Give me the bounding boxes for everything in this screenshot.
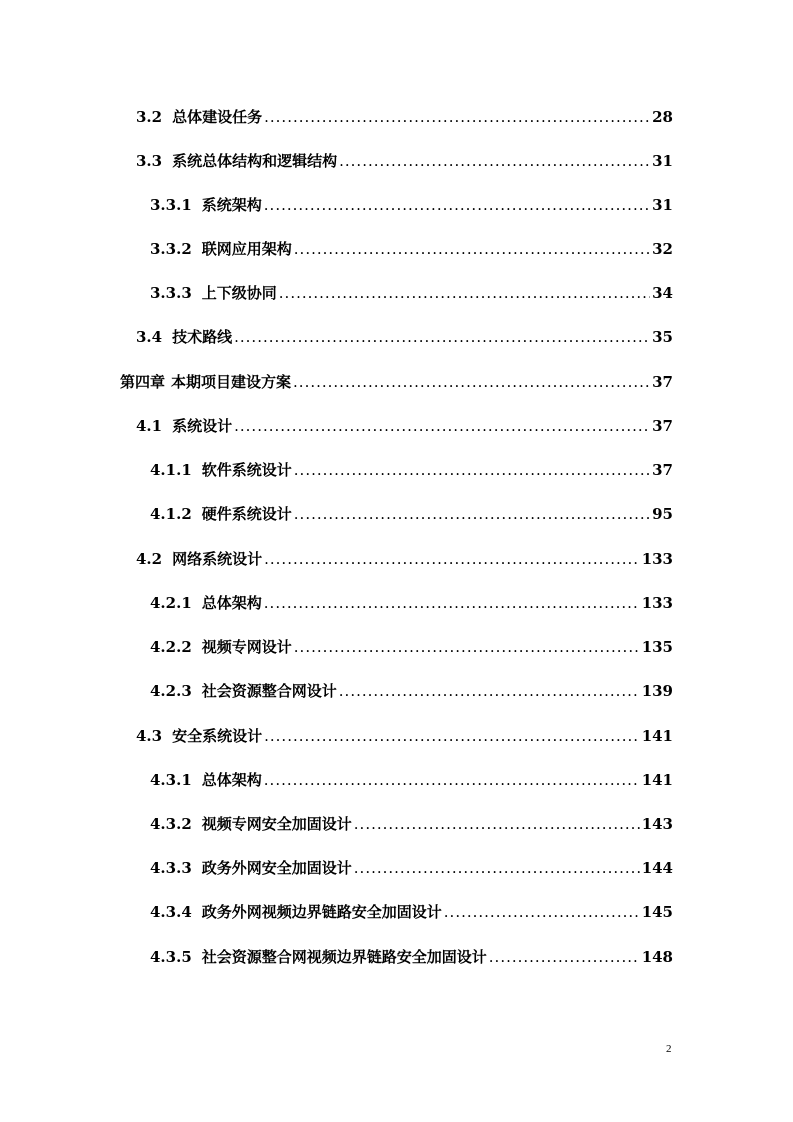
dot-leader bbox=[293, 370, 650, 394]
toc-entry-number: 3.3 bbox=[136, 152, 163, 170]
toc-entry-title: 联网应用架构 bbox=[201, 240, 292, 258]
toc-entry-number: 4.3.5 bbox=[150, 948, 192, 966]
toc-entry[interactable] bbox=[150, 635, 673, 659]
toc-entry[interactable] bbox=[150, 237, 673, 261]
dot-leader bbox=[264, 547, 640, 571]
toc-entry-number: 4.1.1 bbox=[150, 461, 192, 479]
dot-leader bbox=[354, 856, 640, 880]
toc-entry-number: 4.3.3 bbox=[150, 859, 192, 877]
toc-entry-number: 4.2.2 bbox=[150, 638, 192, 656]
toc-entry-number: 4.1 bbox=[136, 417, 163, 435]
toc-entry-title: 总体架构 bbox=[201, 594, 262, 612]
toc-entry-page: 133 bbox=[641, 550, 673, 568]
dot-leader bbox=[294, 237, 650, 261]
toc-entry-title: 上下级协同 bbox=[201, 284, 277, 302]
toc-entry[interactable] bbox=[150, 900, 673, 924]
toc-entry-title: 硬件系统设计 bbox=[201, 505, 292, 523]
toc-entry-page: 28 bbox=[652, 108, 673, 126]
toc-entry-title: 系统设计 bbox=[172, 417, 233, 435]
toc-entry-page: 37 bbox=[652, 417, 673, 435]
toc-entry[interactable] bbox=[120, 370, 673, 394]
dot-leader bbox=[279, 281, 650, 305]
toc-entry-title: 总体建设任务 bbox=[172, 108, 263, 126]
toc-entry-page: 145 bbox=[641, 903, 673, 921]
toc-entry-page: 31 bbox=[652, 152, 673, 170]
page-number: 2 bbox=[666, 1043, 672, 1055]
toc-entry-page: 141 bbox=[641, 771, 673, 789]
toc-entry[interactable] bbox=[150, 945, 673, 969]
toc-entry[interactable] bbox=[150, 193, 673, 217]
dot-leader bbox=[489, 945, 640, 969]
dot-leader bbox=[339, 149, 650, 173]
toc-entry-title: 技术路线 bbox=[172, 328, 233, 346]
toc-entry-title: 视频专网设计 bbox=[201, 638, 292, 656]
dot-leader bbox=[264, 591, 640, 615]
dot-leader bbox=[264, 105, 650, 129]
toc-entry-page: 37 bbox=[652, 373, 673, 391]
toc-entry[interactable] bbox=[136, 105, 673, 129]
dot-leader bbox=[264, 193, 650, 217]
toc-entry[interactable] bbox=[136, 149, 673, 173]
toc-entry-page: 144 bbox=[641, 859, 673, 877]
toc-entry-page: 31 bbox=[652, 196, 673, 214]
toc-entry[interactable] bbox=[150, 856, 673, 880]
dot-leader bbox=[444, 900, 640, 924]
toc-entry-number: 4.2.1 bbox=[150, 594, 192, 612]
toc-entry[interactable] bbox=[136, 547, 673, 571]
toc-entry-number: 3.3.3 bbox=[150, 284, 192, 302]
toc-entry[interactable] bbox=[150, 591, 673, 615]
toc-entry-number: 4.3.1 bbox=[150, 771, 192, 789]
toc-entry-page: 135 bbox=[641, 638, 673, 656]
toc-entry[interactable] bbox=[136, 724, 673, 748]
toc-entry-number: 4.2 bbox=[136, 550, 163, 568]
toc-entry-page: 37 bbox=[652, 461, 673, 479]
toc-entry[interactable] bbox=[150, 281, 673, 305]
toc-entry-number: 3.2 bbox=[136, 108, 163, 126]
dot-leader bbox=[294, 635, 640, 659]
toc-entry-number: 4.3.2 bbox=[150, 815, 192, 833]
toc-entry[interactable] bbox=[150, 768, 673, 792]
dot-leader bbox=[234, 325, 650, 349]
toc-entry-page: 95 bbox=[652, 505, 673, 523]
dot-leader bbox=[264, 724, 640, 748]
toc-entry-number: 4.2.3 bbox=[150, 682, 192, 700]
toc-entry[interactable] bbox=[136, 325, 673, 349]
toc-entry-title: 安全系统设计 bbox=[172, 727, 263, 745]
toc-entry-number: 3.3.1 bbox=[150, 196, 192, 214]
dot-leader bbox=[354, 812, 640, 836]
toc-entry-page: 143 bbox=[641, 815, 673, 833]
toc-entry-page: 139 bbox=[641, 682, 673, 700]
dot-leader bbox=[339, 679, 640, 703]
toc-entry[interactable] bbox=[150, 812, 673, 836]
toc-entry-title: 系统架构 bbox=[201, 196, 262, 214]
toc-entry-page: 133 bbox=[641, 594, 673, 612]
toc-entry-title: 总体架构 bbox=[201, 771, 262, 789]
toc-entry-title: 政务外网安全加固设计 bbox=[201, 859, 352, 877]
dot-leader bbox=[264, 768, 640, 792]
toc-entry-number: 3.4 bbox=[136, 328, 163, 346]
toc-entry-title: 社会资源整合网视频边界链路安全加固设计 bbox=[201, 948, 487, 966]
toc-entry-number: 4.3.4 bbox=[150, 903, 192, 921]
toc-entry-number: 4.3 bbox=[136, 727, 163, 745]
toc-entry-number: 第四章 bbox=[120, 373, 166, 391]
toc-entry-number: 4.1.2 bbox=[150, 505, 192, 523]
dot-leader bbox=[294, 502, 650, 526]
toc-entry-page: 35 bbox=[652, 328, 673, 346]
toc-entry-title: 社会资源整合网设计 bbox=[201, 682, 337, 700]
toc-entry-number: 3.3.2 bbox=[150, 240, 192, 258]
toc-entry[interactable] bbox=[150, 679, 673, 703]
toc-entry-page: 34 bbox=[652, 284, 673, 302]
dot-leader bbox=[234, 414, 650, 438]
toc-entry[interactable] bbox=[150, 458, 673, 482]
toc-entry-title: 本期项目建设方案 bbox=[171, 373, 292, 391]
toc-entry-title: 政务外网视频边界链路安全加固设计 bbox=[201, 903, 442, 921]
dot-leader bbox=[294, 458, 650, 482]
toc-entry-title: 软件系统设计 bbox=[201, 461, 292, 479]
toc-entry-page: 32 bbox=[652, 240, 673, 258]
toc-entry-title: 网络系统设计 bbox=[172, 550, 263, 568]
toc-entry-title: 系统总体结构和逻辑结构 bbox=[172, 152, 338, 170]
toc-entry-page: 148 bbox=[641, 948, 673, 966]
toc-entry[interactable] bbox=[150, 502, 673, 526]
toc-entry-page: 141 bbox=[641, 727, 673, 745]
toc-entry[interactable] bbox=[136, 414, 673, 438]
toc-entry-title: 视频专网安全加固设计 bbox=[201, 815, 352, 833]
